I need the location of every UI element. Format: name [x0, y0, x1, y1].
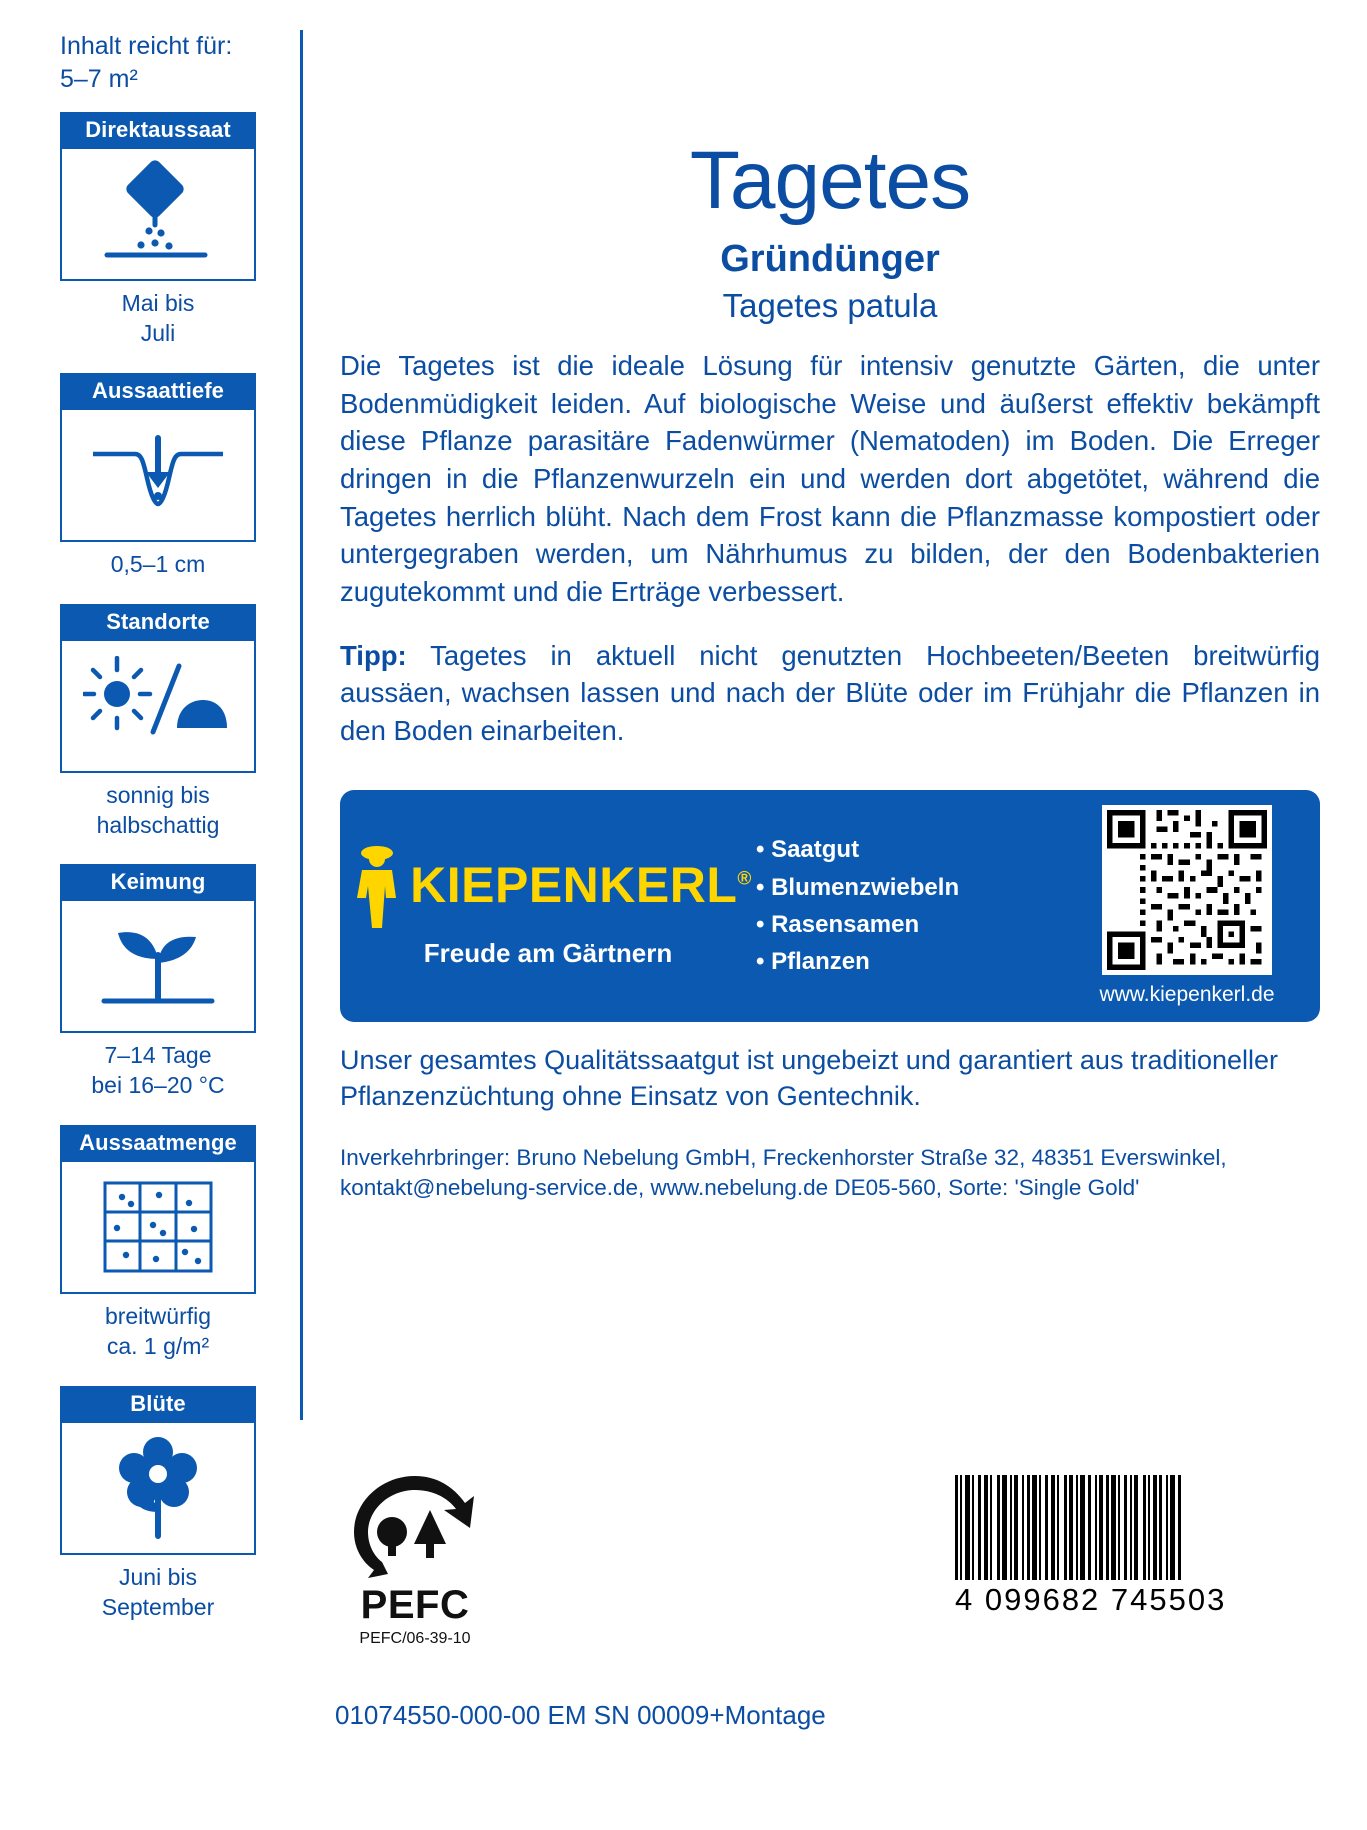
- sun-cloud-icon: [60, 641, 256, 773]
- registered-mark: ®: [737, 868, 752, 890]
- info-block-caption: sonnig bis halbschattig: [96, 781, 220, 838]
- content-coverage-value: 5–7 m²: [60, 65, 138, 93]
- info-block-header: Aussaattiefe: [60, 373, 256, 410]
- brand-product-list: [756, 831, 1072, 980]
- tip-label: Tipp:: [340, 639, 407, 671]
- description-text: Die Tagetes ist die ideale Lösung für intensiv genutzte Gärten, die unter Bodenmüdigkeit leiden. Auf biologische Weise und äußerst effektiv bekämpft diese Pflanze parasitäre Fadenwürmer (Nematoden) im Boden. Die Erreger dringen in die Pflanzenwurzeln ein und werden dort abgetötet, während die Tagetes herrlich blüht. Nach dem Frost kann die Pflanzmasse kompostiert oder untergegraben werden, um Nährhumus zu bilden, der den Bodenbakterien zugutekommt und die Erträge verbessert.: [340, 350, 1320, 608]
- brand-list-item: • Pflanzen: [756, 947, 870, 975]
- qr-area: [1072, 805, 1302, 1007]
- content-coverage-label: Inhalt reicht für:: [60, 32, 233, 60]
- content-coverage: [60, 30, 270, 96]
- barcode-digits: 4 099682 745503: [955, 1582, 1227, 1617]
- tip-text: Tagetes in aktuell nicht genutzten Hochbeeten/Beeten breitwürfig aussäen, wachsen lassen und nach der Blüte oder im Frühjahr die Pflanzen in den Boden einarbeiten.: [340, 639, 1320, 747]
- info-block-keimung: [60, 864, 256, 1119]
- barcode: [955, 1475, 1255, 1618]
- qr-code: [1102, 805, 1272, 975]
- brand-logo: [358, 842, 752, 969]
- main-content: [340, 135, 1320, 1203]
- pefc-wordmark: PEFC: [360, 1583, 470, 1627]
- kiepenkerl-figure-icon: [344, 842, 410, 928]
- info-block-header: Direktaussaat: [60, 112, 256, 149]
- info-block-caption: Mai bis Juli: [121, 290, 195, 346]
- pefc-logo-icon: [340, 1470, 490, 1582]
- page-title: Tagetes: [689, 135, 971, 226]
- info-block-direktaussaat: [60, 112, 256, 367]
- quality-text: Unser gesamtes Qualitätssaatgut ist ungebeizt und garantiert aus traditioneller Pflanzenzüchtung ohne Einsatz von Gentechnik.: [340, 1044, 1279, 1112]
- footer-article-code: 01074550-000-00 EM SN 00009+Montage: [335, 1700, 826, 1730]
- info-block-aussaattiefe: [60, 373, 256, 598]
- info-block-caption: 7–14 Tage bei 16–20 °C: [91, 1042, 225, 1099]
- info-block-bluete: [60, 1386, 256, 1641]
- info-block-aussaatmenge: [60, 1125, 256, 1380]
- brand-banner: [340, 790, 1320, 1022]
- icon-sidebar: [60, 30, 270, 1647]
- info-block-standorte: [60, 604, 256, 859]
- latin-name: Tagetes patula: [722, 287, 938, 324]
- info-block-caption: 0,5–1 cm: [110, 550, 206, 577]
- flower-icon: [60, 1423, 256, 1555]
- seedling-icon: [60, 901, 256, 1033]
- legal-text: Inverkehrbringer: Bruno Nebelung GmbH, Freckenhorster Straße 32, 48351 Everswinkel, kontakt@nebelung-service.de, www.nebelung.de DE05-560, Sorte: 'Single Gold': [340, 1144, 1227, 1200]
- brand-wordmark: KIEPENKERL®: [410, 857, 752, 914]
- brand-list-item: • Saatgut: [756, 836, 860, 864]
- product-subtitle: Gründünger: [720, 238, 940, 280]
- info-block-caption: Juni bis September: [101, 1564, 215, 1620]
- info-block-header: Blüte: [60, 1386, 256, 1423]
- tip-paragraph: [340, 637, 1320, 750]
- pefc-certification: [325, 1470, 505, 1648]
- brand-slogan: Freude am Gärtnern: [423, 938, 673, 969]
- sowing-depth-icon: [60, 410, 256, 542]
- brand-url: www.kiepenkerl.de: [1099, 982, 1275, 1006]
- sowing-icon: [60, 149, 256, 281]
- info-block-header: Keimung: [60, 864, 256, 901]
- info-block-caption: breitwürfig ca. 1 g/m²: [104, 1303, 212, 1360]
- info-block-header: Standorte: [60, 604, 256, 641]
- info-block-header: Aussaatmenge: [60, 1125, 256, 1162]
- brand-list-item: • Blumenzwiebeln: [756, 873, 960, 901]
- brand-list-item: • Rasensamen: [756, 910, 920, 938]
- pefc-code: PEFC/06-39-10: [359, 1630, 471, 1647]
- broadcast-grid-icon: [60, 1162, 256, 1294]
- barcode-bars: [955, 1475, 1255, 1580]
- vertical-divider: [300, 30, 303, 1420]
